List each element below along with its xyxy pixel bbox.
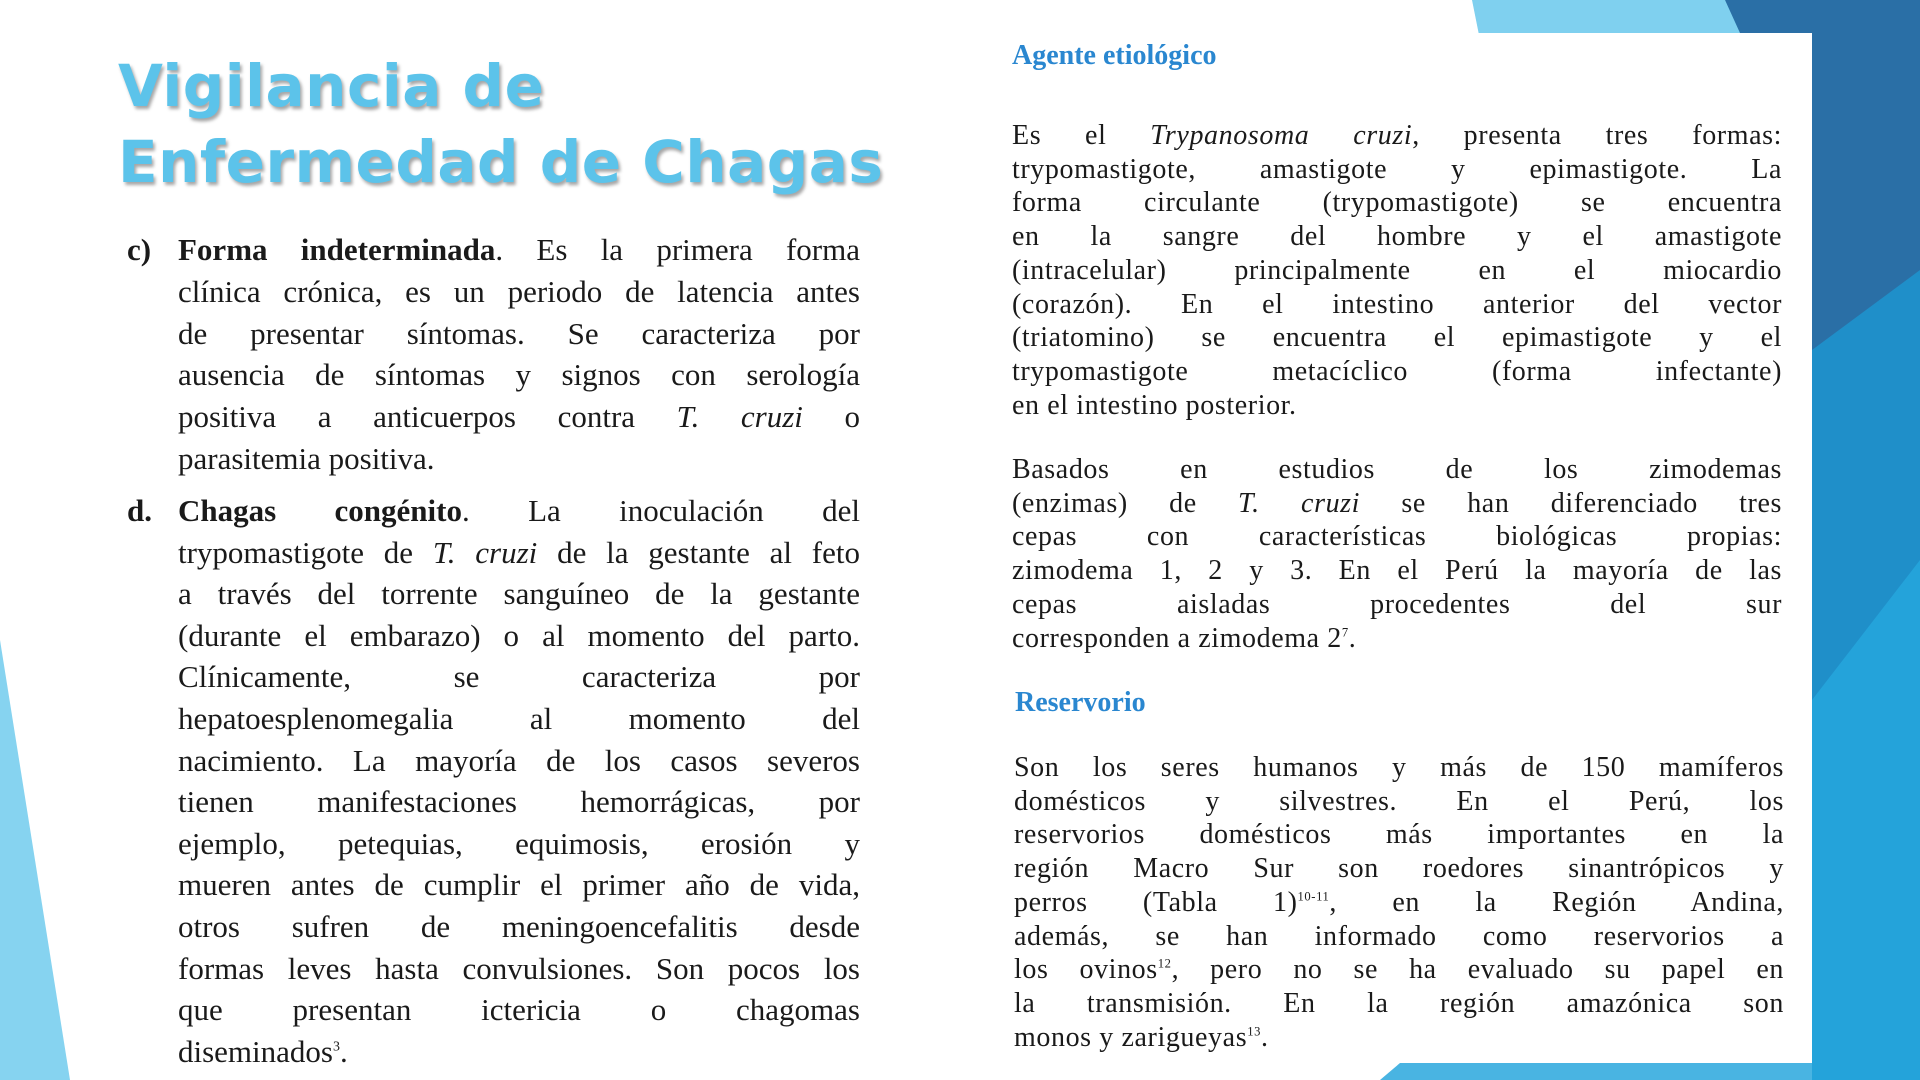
citation-superscript: 7: [1341, 625, 1349, 640]
text-segment: trypomastigote, amastigote y epimastigote. La: [1012, 153, 1782, 185]
zimodemas-paragraph-line: [1012, 454, 1782, 486]
citation-superscript: 3: [333, 1039, 340, 1055]
chagas-congenito-line: [178, 867, 860, 903]
text-segment: (enzimas) de: [1012, 487, 1239, 519]
text-segment: Son los seres humanos y más de 150 mamíferos: [1014, 752, 1784, 783]
text-segment: formas leves hasta convulsiones. Son pocos los: [178, 950, 860, 986]
text-segment: monos y zarigueyas: [1014, 1021, 1248, 1053]
text-segment: ejemplo, petequias, equimosis, erosión y: [178, 825, 860, 861]
chagas-congenito-line: [178, 951, 860, 987]
zimodemas-paragraph-line: [1012, 555, 1782, 587]
citation-superscript: 13: [1247, 1024, 1261, 1039]
text-segment: en la sangre del hombre y el amastigote: [1012, 221, 1782, 253]
agente-paragraph-line: [1012, 255, 1782, 287]
text-segment: trypomastigote metacíclico (forma infectante): [1012, 355, 1782, 387]
text-segment: corresponden a zimodema 2: [1012, 622, 1342, 654]
bottom-blue-shape: [1380, 1063, 1812, 1080]
agente-paragraph-line: [1012, 221, 1782, 253]
agente-paragraph-line: [1012, 356, 1782, 388]
text-segment: Es el: [1012, 120, 1151, 151]
text-segment: .: [1348, 622, 1357, 654]
reservorio-paragraph-line: [1014, 1022, 1784, 1054]
reservorio-paragraph-line: [1014, 887, 1784, 919]
text-segment: forma circulante (trypomastigote) se encuentra: [1012, 187, 1782, 219]
text-segment: Basados en estudios de los zimodemas: [1012, 454, 1782, 485]
text-segment: , en la Región Andina,: [1329, 886, 1784, 918]
reservorio-paragraph-line: [1014, 853, 1784, 885]
chagas-congenito-line: [178, 576, 860, 612]
agente-paragraph-line: [1012, 322, 1782, 354]
zimodemas-paragraph-line: [1012, 488, 1782, 520]
text-segment: además, se han informado como reservorios a: [1014, 920, 1784, 952]
left-light-blue-stripe: [0, 640, 70, 1080]
chagas-congenito-line: [178, 1034, 860, 1070]
text-segment: (durante el embarazo) o al momento del parto.: [178, 617, 860, 653]
text-segment: Clínicamente, se caracteriza por: [178, 659, 860, 695]
text-segment: . La inoculación del: [461, 493, 860, 528]
forma-indeterminada-line: [178, 441, 860, 477]
text-segment: a través del torrente sanguíneo de la gestante: [178, 576, 860, 612]
forma-indeterminada-line: [178, 399, 860, 435]
text-segment: diseminados: [178, 1033, 333, 1069]
text-segment: de presentar síntomas. Se caracteriza por: [178, 315, 860, 351]
reservorio-paragraph-line: [1014, 786, 1784, 818]
agente-paragraph-line: [1012, 289, 1782, 321]
text-segment: trypomastigote de: [178, 534, 433, 570]
text-segment: otros sufren de meningoencefalitis desde: [178, 909, 860, 944]
chagas-congenito-line: [178, 826, 860, 862]
text-segment: tienen manifestaciones hemorrágicas, por: [178, 784, 860, 820]
list-marker-c: c): [127, 232, 152, 267]
text-segment: (triatomino) se encuentra el epimastigote y el: [1012, 322, 1782, 354]
chagas-congenito-line: [178, 743, 860, 779]
chagas-congenito-line: [178, 493, 860, 529]
chagas-congenito-line: [178, 784, 860, 820]
text-segment: T. cruzi: [1238, 487, 1361, 519]
text-segment: nacimiento. La mayoría de los casos severos: [178, 742, 860, 778]
text-segment: positiva a anticuerpos contra: [178, 399, 677, 435]
text-segment: .: [339, 1033, 348, 1069]
forma-indeterminada-line: [178, 274, 860, 310]
text-segment: que presentan ictericia o chagomas: [178, 992, 860, 1028]
text-segment: la transmisión. En la región amazónica son: [1014, 987, 1784, 1019]
text-segment: parasitemia positiva.: [178, 441, 435, 476]
text-segment: ausencia de síntomas y signos con serología: [178, 357, 860, 393]
chagas-congenito-line: [178, 618, 860, 654]
text-segment: (intracelular) principalmente en el miocardio: [1012, 254, 1782, 286]
text-segment: reservorios domésticos más importantes en la: [1014, 819, 1784, 851]
section-heading-agente: Agente etiológico: [1012, 40, 1217, 71]
text-segment: (corazón). En el intestino anterior del vector: [1012, 288, 1782, 320]
text-segment: .: [1260, 1021, 1269, 1053]
text-segment: zimodema 1, 2 y 3. En el Perú la mayoría de las: [1012, 555, 1782, 587]
agente-paragraph-line: [1012, 154, 1782, 186]
text-segment: hepatoesplenomegalia al momento del: [178, 701, 860, 736]
forma-indeterminada-line: [178, 316, 860, 352]
text-segment: . Es la primera forma: [495, 232, 860, 267]
reservorio-paragraph-line: [1014, 921, 1784, 953]
text-segment: T. cruzi: [432, 534, 538, 570]
text-segment: cepas aisladas procedentes del sur: [1012, 588, 1782, 620]
citation-superscript: 10-11: [1297, 889, 1330, 904]
agente-paragraph-line: [1012, 187, 1782, 219]
zimodemas-paragraph-line: [1012, 589, 1782, 621]
chagas-congenito-line: [178, 701, 860, 737]
title-line-2: Enfermedad de Chagas: [118, 128, 884, 196]
citation-superscript: 12: [1157, 956, 1172, 971]
text-segment: T. cruzi: [676, 399, 803, 435]
text-segment: domésticos y silvestres. En el Perú, los: [1014, 785, 1784, 817]
forma-indeterminada-line: [178, 357, 860, 393]
slide-title: [118, 48, 883, 200]
text-segment: cepas con características biológicas propias:: [1012, 521, 1782, 553]
text-segment: región Macro Sur son roedores sinantrópicos y: [1014, 853, 1784, 885]
text-segment: en el intestino posterior.: [1012, 389, 1297, 421]
zimodemas-paragraph-line: [1012, 521, 1782, 553]
text-segment: Trypanosoma cruzi: [1150, 120, 1413, 151]
reservorio-paragraph-line: [1014, 954, 1784, 986]
title-line-1: Vigilancia de: [118, 52, 545, 120]
text-segment: los ovinos: [1014, 954, 1158, 986]
reservorio-paragraph-line: [1014, 752, 1784, 784]
text-segment: perros (Tabla 1): [1014, 886, 1298, 918]
section-heading-reservorio: Reservorio: [1015, 687, 1146, 718]
text-segment: mueren antes de cumplir el primer año de vida,: [178, 867, 860, 903]
text-segment: clínica crónica, es un periodo de latencia antes: [178, 273, 860, 309]
zimodemas-paragraph-line: [1012, 623, 1782, 655]
text-segment: Chagas congénito: [178, 493, 462, 528]
chagas-congenito-line: [178, 535, 860, 571]
text-segment: de la gestante al feto: [537, 534, 860, 570]
text-segment: se han diferenciado tres: [1360, 487, 1782, 519]
text-segment: , presenta tres formas:: [1412, 120, 1782, 151]
text-segment: o: [802, 399, 860, 435]
chagas-congenito-line: [178, 909, 860, 945]
text-segment: Forma indeterminada: [178, 232, 496, 267]
text-segment: , pero no se ha evaluado su papel en: [1171, 954, 1784, 986]
reservorio-paragraph-line: [1014, 988, 1784, 1020]
chagas-congenito-line: [178, 992, 860, 1028]
agente-paragraph-line: [1012, 120, 1782, 152]
list-marker-d: d.: [127, 493, 152, 528]
agente-paragraph-line: [1012, 390, 1782, 422]
chagas-congenito-line: [178, 659, 860, 695]
reservorio-paragraph-line: [1014, 819, 1784, 851]
forma-indeterminada-line: [178, 232, 860, 268]
